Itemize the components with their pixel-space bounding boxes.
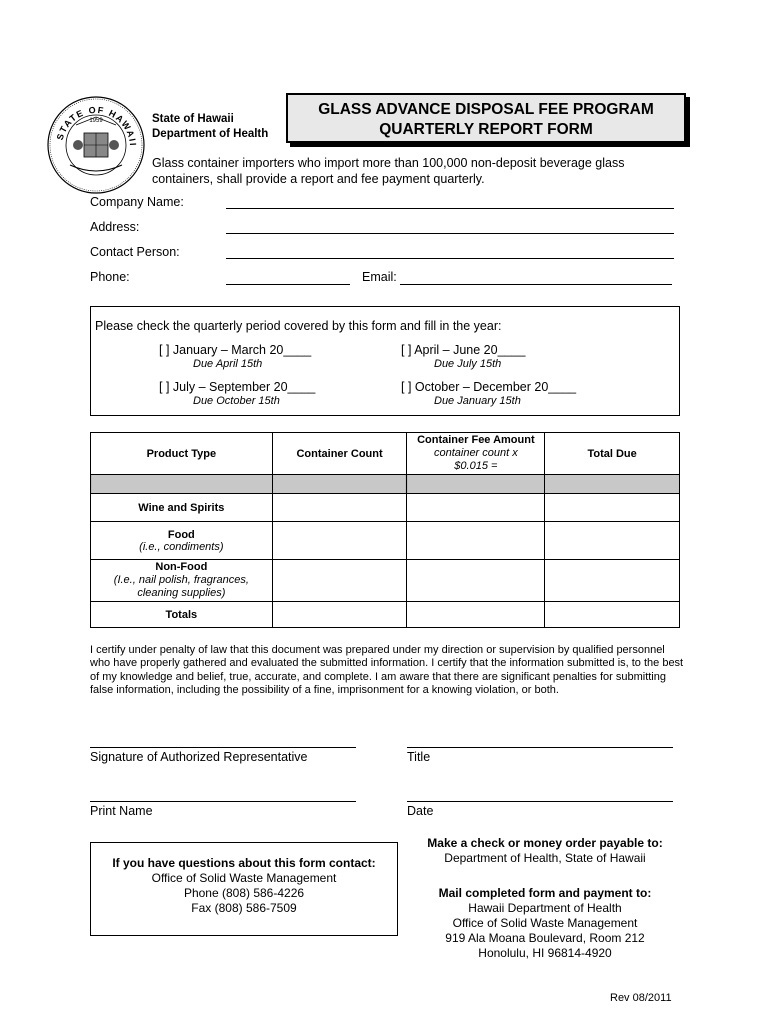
food-count-cell[interactable] xyxy=(272,522,407,560)
quarter-q1-checkbox[interactable]: [ ] January – March 20____ xyxy=(159,343,312,357)
row-wine-spirits: Wine and Spirits xyxy=(91,494,273,522)
nonfood-total-cell[interactable] xyxy=(545,560,680,602)
mail-address-line1: Hawaii Department of Health xyxy=(468,901,622,915)
print-name-field[interactable] xyxy=(90,801,356,802)
agency-name: State of Hawaii Department of Health xyxy=(152,113,269,140)
contact-info-box xyxy=(90,842,398,936)
phone-field[interactable] xyxy=(226,284,350,285)
form-title: GLASS ADVANCE DISPOSAL FEE PROGRAM QUARTERLY REPORT FORM xyxy=(286,93,686,143)
nonfood-count-cell[interactable] xyxy=(272,560,407,602)
date-label: Date xyxy=(407,804,434,818)
signature-label: Signature of Authorized Representative xyxy=(90,750,308,764)
col-product-type: Product Type xyxy=(91,433,273,475)
address-label: Address: xyxy=(90,220,140,234)
signature-field[interactable] xyxy=(90,747,356,748)
table-row xyxy=(91,522,680,560)
quarter-period-box xyxy=(90,306,680,416)
nonfood-fee-cell[interactable] xyxy=(407,560,545,602)
q3-due: Due October 15th xyxy=(193,395,280,407)
payee: Department of Health, State of Hawaii xyxy=(444,851,646,865)
company-name-label: Company Name: xyxy=(90,195,184,209)
contact-person-label: Contact Person: xyxy=(90,245,180,259)
title-label: Title xyxy=(407,750,431,764)
quarter-q3-checkbox[interactable]: [ ] July – September 20____ xyxy=(159,380,316,394)
col-fee-amount: Container Fee Amount container count x $0.015 = xyxy=(407,433,545,475)
certification-text: I certify under penalty of law that this document was prepared under my direction or supervision by qualified personnel who have properly gathered and evaluated the submitted information. I certify that the information submitted is, to the best of my knowledge and belief, true, accurate, and complete. I am aware that there are significant penalties for submitting false information, including the possibility of a fine, imprisonment for a knowing violation, or both. xyxy=(90,644,684,697)
food-fee-cell[interactable] xyxy=(407,522,545,560)
wine-count-cell[interactable] xyxy=(272,494,407,522)
row-totals: Totals xyxy=(91,602,273,628)
revision-date: Rev 08/2011 xyxy=(610,992,672,1004)
contact-phone: Phone (808) 586-4226 xyxy=(183,886,305,900)
contact-office: Office of Solid Waste Management xyxy=(151,871,337,885)
mail-heading: Mail completed form and payment to: xyxy=(438,886,652,900)
contact-fax: Fax (808) 586-7509 xyxy=(191,901,297,915)
shaded-separator-row xyxy=(91,475,680,494)
quarter-q2-checkbox[interactable]: [ ] April – June 20____ xyxy=(401,343,526,357)
table-header-row xyxy=(91,433,680,475)
q1-due: Due April 15th xyxy=(193,358,263,370)
state-seal-logo xyxy=(46,95,146,195)
address-field[interactable] xyxy=(226,233,674,234)
table-row xyxy=(91,560,680,602)
totals-total-cell[interactable] xyxy=(545,602,680,628)
row-food: Food (i.e., condiments) xyxy=(91,522,273,560)
date-field[interactable] xyxy=(407,801,673,802)
totals-fee-cell[interactable] xyxy=(407,602,545,628)
row-non-food: Non-Food (I.e., nail polish, fragrances, cleaning supplies) xyxy=(91,560,273,602)
food-total-cell[interactable] xyxy=(545,522,680,560)
table-row xyxy=(91,494,680,522)
email-field[interactable] xyxy=(400,284,672,285)
contact-person-field[interactable] xyxy=(226,258,674,259)
mail-address-line4: Honolulu, HI 96814-4920 xyxy=(478,946,612,960)
wine-total-cell[interactable] xyxy=(545,494,680,522)
quarter-q4-checkbox[interactable]: [ ] October – December 20____ xyxy=(401,380,577,394)
totals-count-cell[interactable] xyxy=(272,602,407,628)
intro-text: Glass container importers who import more than 100,000 non-deposit beverage glass containers, shall provide a report and fee payment quarterly. xyxy=(152,156,625,186)
q4-due: Due January 15th xyxy=(434,395,521,407)
contact-heading: If you have questions about this form contact: xyxy=(112,856,376,870)
print-name-label: Print Name xyxy=(90,804,153,818)
fee-table xyxy=(90,432,680,628)
check-heading: Make a check or money order payable to: xyxy=(427,836,663,850)
table-row xyxy=(91,602,680,628)
col-total-due: Total Due xyxy=(545,433,680,475)
period-instruction: Please check the quarterly period covered by this form and fill in the year: xyxy=(95,319,502,333)
wine-fee-cell[interactable] xyxy=(407,494,545,522)
q2-due: Due July 15th xyxy=(434,358,502,370)
mail-address-line3: 919 Ala Moana Boulevard, Room 212 xyxy=(445,931,645,945)
seal-text: STATE OF HAWAII xyxy=(54,104,139,148)
mail-address-line2: Office of Solid Waste Management xyxy=(452,916,638,930)
payment-info xyxy=(400,836,690,961)
company-name-field[interactable] xyxy=(226,208,674,209)
title-field[interactable] xyxy=(407,747,673,748)
phone-label: Phone: xyxy=(90,270,130,284)
col-container-count: Container Count xyxy=(272,433,407,475)
email-label: Email: xyxy=(362,270,397,284)
seal-year: 1959 xyxy=(89,118,103,124)
